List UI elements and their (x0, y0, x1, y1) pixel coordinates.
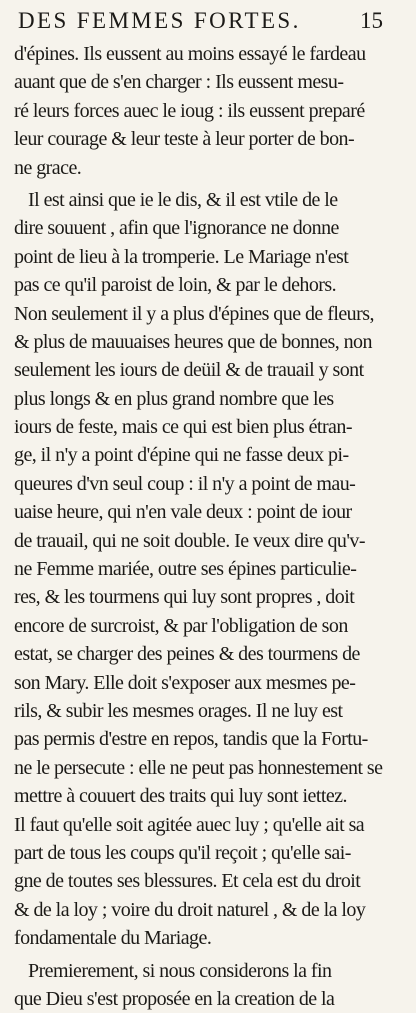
text-line: dire souuent , afin que l'ignorance ne donne (14, 214, 404, 242)
text-line: estat, se charger des peines & des tourmens de (14, 640, 404, 668)
text-line: ne Femme mariée, outre ses épines particulie- (14, 555, 404, 583)
text-line: ne grace. (14, 154, 404, 182)
text-line: Il faut qu'elle soit agitée auec luy ; qu'elle ait sa (14, 811, 404, 839)
text-line: auant que de s'en charger : Ils eussent mesu- (14, 68, 404, 96)
text-line: Non seulement il y a plus d'épines que de fleurs, (14, 300, 404, 328)
text-line: Il est ainsi que ie le dis, & il est vtile de le (14, 186, 404, 214)
paragraph-1 (14, 40, 404, 182)
text-line: res, & les tourmens qui luy sont propres , doit (14, 583, 404, 611)
paragraph-2 (14, 186, 404, 953)
text-line: queures d'vn seul coup : il n'y a point de mau- (14, 470, 404, 498)
text-line: ré leurs forces auec le ioug : ils eussent preparé (14, 97, 404, 125)
text-line: & plus de mauuaises heures que de bonnes, non (14, 328, 404, 356)
text-line: mettre à couuert des traits qui luy sont iettez. (14, 782, 404, 810)
text-line: ge, il n'y a point d'épine qui ne fasse deux pi- (14, 441, 404, 469)
text-line: d'épines. Ils eussent au moins essayé le fardeau (14, 40, 404, 68)
text-line: iours de feste, mais ce qui est bien plus étran- (14, 413, 404, 441)
text-line: point de lieu à la tromperie. Le Mariage n'est (14, 243, 404, 271)
text-line: encore de surcroist, & par l'obligation de son (14, 612, 404, 640)
text-line: que Dieu s'est proposée en la creation de la (14, 985, 404, 1013)
paragraph-3 (14, 957, 404, 1013)
running-head: DES FEMMES FORTES. (18, 6, 348, 36)
text-line: leur courage & leur teste à leur porter de bon- (14, 125, 404, 153)
text-line: seulement les iours de deüil & de trauail y sont (14, 356, 404, 384)
text-line: part de tous les coups qu'il reçoit ; qu'elle sai- (14, 839, 404, 867)
text-line: son Mary. Elle doit s'exposer aux mesmes pe- (14, 669, 404, 697)
text-line: Premierement, si nous considerons la fin (14, 957, 404, 985)
text-line: gne de toutes ses blessures. Et cela est du droit (14, 867, 404, 895)
text-line: plus longs & en plus grand nombre que les (14, 385, 404, 413)
text-line: pas ce qu'il paroist de loin, & par le dehors. (14, 271, 404, 299)
text-line: & de la loy ; voire du droit naturel , & de la loy (14, 896, 404, 924)
text-line: fondamentale du Mariage. (14, 924, 404, 952)
page-number: 15 (360, 6, 383, 36)
text-line: pas permis d'estre en repos, tandis que la Fortu- (14, 725, 404, 753)
page-body (14, 40, 404, 1013)
text-line: ne le persecute : elle ne peut pas honnestement se (14, 754, 404, 782)
text-line: rils, & subir les mesmes orages. Il ne luy est (14, 697, 404, 725)
text-line: de trauail, qui ne soit double. Ie veux dire qu'v- (14, 527, 404, 555)
text-line: uaise heure, qui n'en vale deux : point de iour (14, 498, 404, 526)
